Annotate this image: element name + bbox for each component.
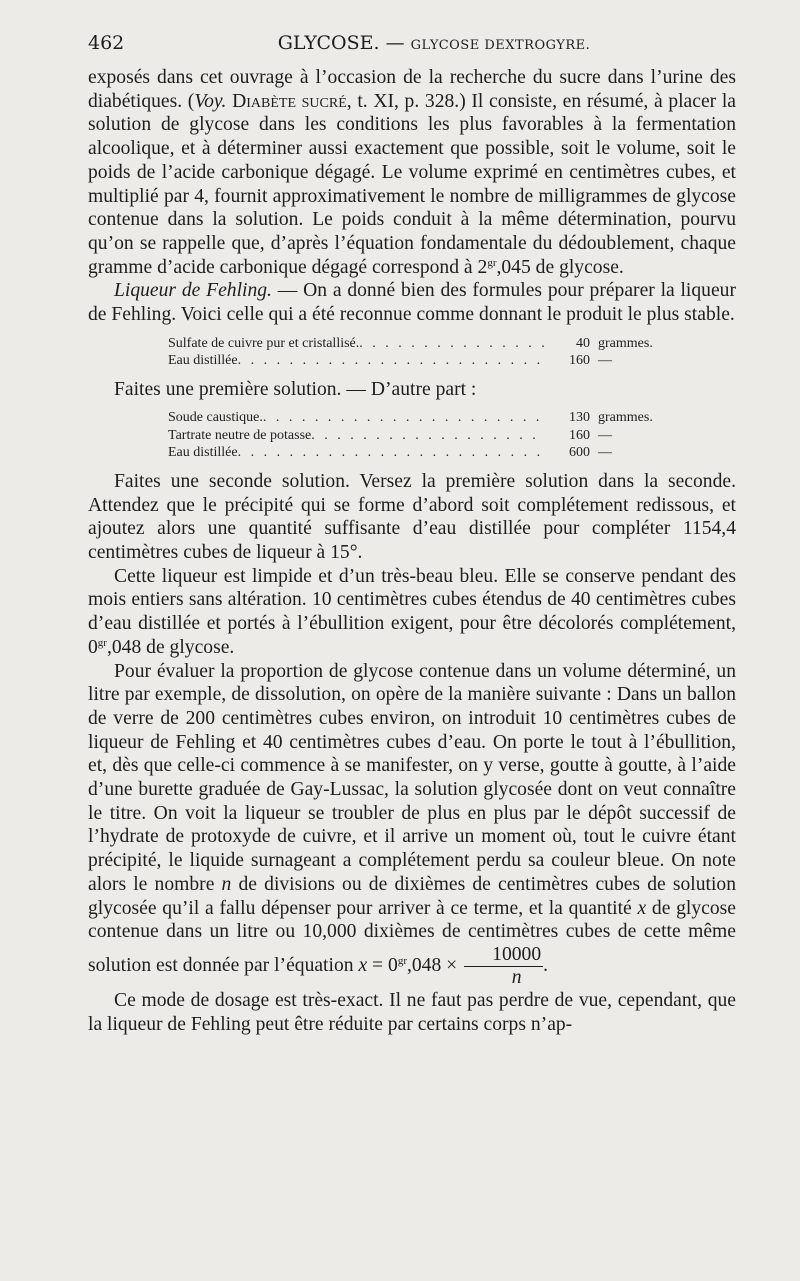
text-run: ,048 × <box>406 955 458 976</box>
paragraph-fehling-intro <box>88 279 736 326</box>
text-run: , t. XI, p. 328.) Il consiste, en résumé, à placer la solution de glycose dans les conditions les plus favorables à la fermentation alcoolique, et à déterminer aussi exactement que possible, soit le volume, soit le poids de l’acide carbonique dégagé. Le volume exprimé en centimètres cubes, et multiplié par 4, fournit approximativement le nombre de milligrammes de glycose contenue dans la solution. Le poids conduit à la même détermination, pourvu qu’on se rappelle que, d’après l’équation fondamentale du dédoublement, chaque gramme d’acide carbonique dégagé correspond à 2 <box>88 90 736 278</box>
running-title <box>158 32 730 54</box>
leader-dots <box>311 427 544 445</box>
paragraph-fermentation <box>88 66 736 279</box>
reference-voy: Voy. <box>194 90 227 112</box>
ingredient-unit: grammes. <box>598 335 653 351</box>
text-run: = 0 <box>367 955 398 976</box>
equation <box>358 944 549 988</box>
leader-dots <box>263 409 544 427</box>
text-run: de divisions ou de dixièmes de centimètres cubes de solution glycosée qu’il a fallu dépenser pour arriver à ce terme, et la quantité <box>88 873 737 919</box>
text-run: ,048 de glycose. <box>106 636 235 658</box>
recipe-first-solution <box>168 335 688 370</box>
fraction-denominator: n <box>511 967 522 988</box>
paragraph-second-solution: Faites une seconde solution. Versez la première solution dans la seconde. Attendez que le précipité qui se forme d’abord soit complétement redissous, et ajoutez alors une quantité suffisante d’eau distillée pour compléter 1154,4 centimètres cubes de liqueur à 15°. <box>88 470 736 564</box>
ingredient-unit: — <box>598 445 612 461</box>
text-run: ,045 de glycose. <box>496 256 624 278</box>
ingredient-name: Eau distillée <box>168 353 238 369</box>
recipe-row <box>168 409 688 427</box>
unit-sup: gr <box>487 256 497 269</box>
ingredient-qty: 600 <box>569 445 590 461</box>
leader-dots <box>359 335 544 353</box>
ingredient-unit: — <box>598 353 612 369</box>
unit-sup: gr <box>397 955 407 967</box>
text-run: Cette liqueur est limpide et d’un très-beau bleu. Elle se conserve pendant des mois entiers sans altération. 10 centimètres cubes étendus de 40 centimètres cubes d’eau distillée et portés à l’ébullition exigent, pour être décolorés complétement, 0 <box>88 565 736 658</box>
paragraph-procedure <box>88 660 736 989</box>
ingredient-qty: 160 <box>569 353 590 369</box>
fraction-numerator: 10000 <box>464 944 543 967</box>
text-run: . <box>543 955 549 976</box>
page-body <box>88 66 736 1036</box>
ingredient-unit: — <box>598 427 612 443</box>
text-run: Pour évaluer la proportion de glycose contenue dans un volume déterminé, un litre par exemple, de dissolution, on opère de la manière suivante : Dans un ballon de verre de 200 centimètres cubes environ, on introduit 10 centimètres cubes de liqueur de Fehling et 40 centimètres cubes d’eau. On porte le tout à l’ébullition, et, dès que celle-ci commence à se manifester, on y verse, goutte à goutte, à l’aide d’une burette graduée de Gay-Lussac, la solution glycosée dont on veut connaître le titre. On voit la liqueur se troubler de plus en plus par le dépôt successif de l’hydrate de protoxyde de cuivre, et il arrive un moment où, tout le cuivre étant précipité, le liquide surnageant a complétement perdu sa couleur bleue. On note alors le nombre <box>88 660 736 895</box>
ingredient-qty: 160 <box>569 427 590 443</box>
ingredient-unit: grammes. <box>598 410 653 426</box>
leader-dots <box>238 444 544 462</box>
fraction <box>464 944 543 989</box>
unit-sup: gr <box>97 636 107 649</box>
text-run: — On a donné bien des formules pour préparer la liqueur de Fehling. Voici celle qui a été reconnue comme donnant le produit le plus stable. <box>88 280 736 326</box>
ingredient-name: Sulfate de cuivre pur et cristallisé. <box>168 335 360 351</box>
ingredient-name: Tartrate neutre de potasse <box>168 427 312 443</box>
variable-n: n <box>221 873 232 895</box>
ingredient-name: Eau distillée <box>168 445 238 461</box>
reference-title: Diabète sucré <box>232 90 347 112</box>
paragraph-first-solution: Faites une première solution. — D’autre part : <box>114 378 477 400</box>
paragraph-caution: Ce mode de dosage est très-exact. Il ne faut pas perdre de vue, cependant, que la liqueur de Fehling peut être réduite par certains corps n’ap- <box>88 990 736 1035</box>
ingredient-qty: 40 <box>576 335 590 351</box>
leader-dots <box>238 352 544 370</box>
recipe-row <box>168 427 688 445</box>
recipe-row <box>168 352 688 370</box>
text-run: exposés dans cet ouvrage à l’occasion de la recherche du sucre dans l’urine des diabétiques. ( <box>88 67 736 112</box>
text-run: de glycose contenue dans un litre ou 10,000 dixièmes de centimètres cubes de cette même solution est donnée par l’équation <box>88 897 736 976</box>
recipe-row <box>168 335 688 353</box>
title-separator: — <box>379 32 411 54</box>
running-header <box>88 32 730 58</box>
section-heading: Liqueur de Fehling. <box>114 280 272 302</box>
variable-x: x <box>637 897 647 919</box>
title-main: GLYCOSE. <box>277 32 380 54</box>
recipe-second-solution <box>168 409 688 462</box>
recipe-row <box>168 444 688 462</box>
page-number: 462 <box>88 32 125 54</box>
variable-x: x <box>358 955 368 976</box>
ingredient-qty: 130 <box>569 410 590 426</box>
paragraph-liqueur-properties <box>88 565 736 660</box>
ingredient-name: Soude caustique. <box>168 410 263 426</box>
title-sub: GLYCOSE DEXTROGYRE. <box>410 38 591 53</box>
